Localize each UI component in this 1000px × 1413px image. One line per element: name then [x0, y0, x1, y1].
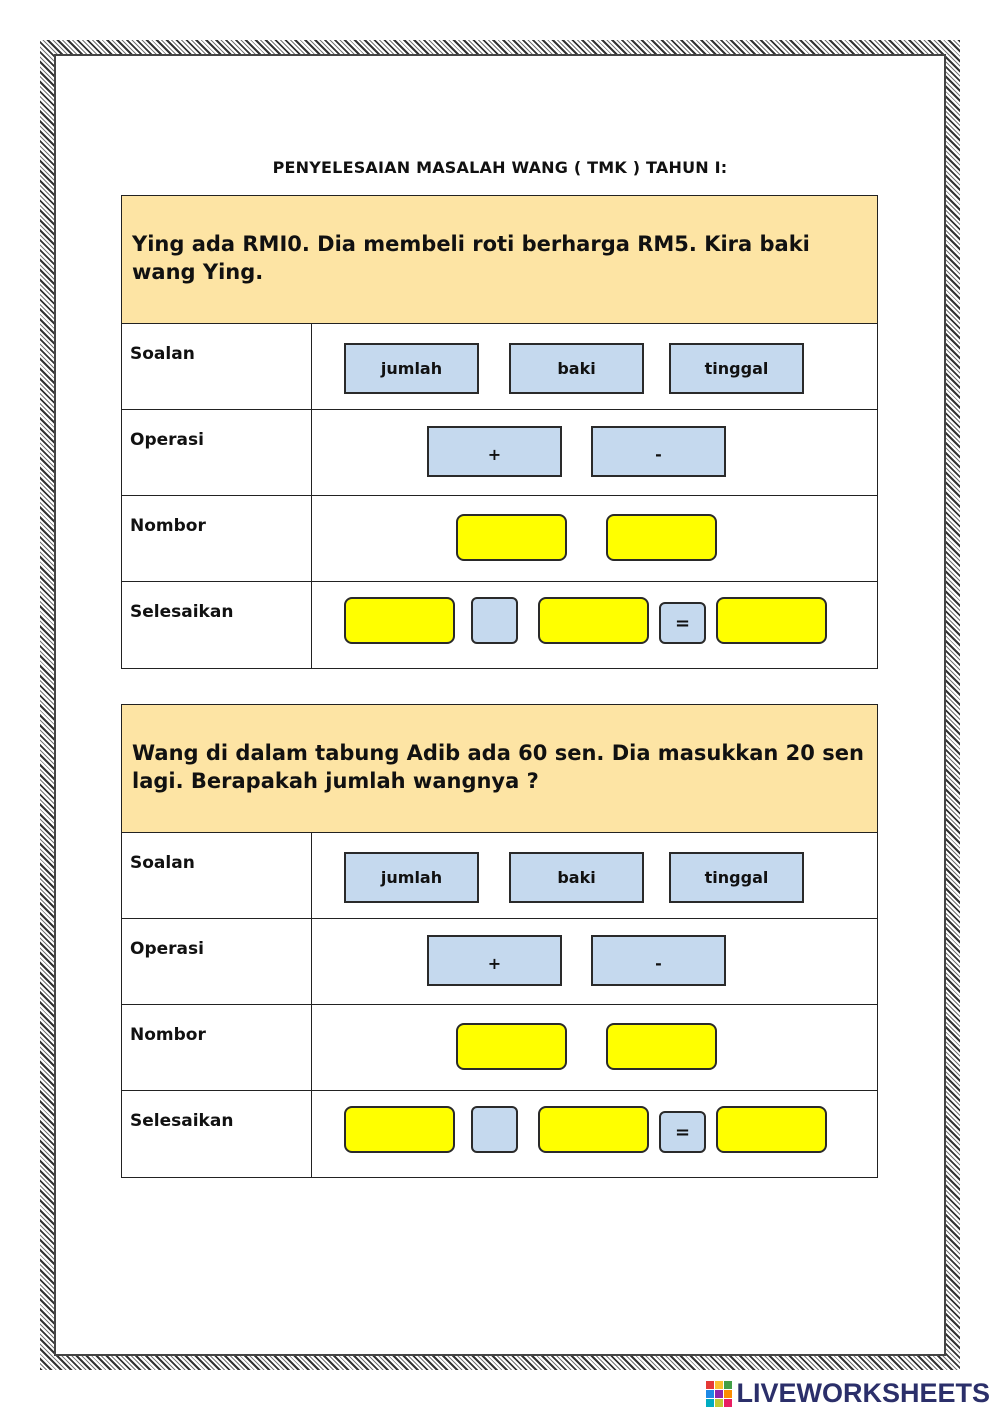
- operation-option-minus[interactable]: -: [591, 426, 726, 477]
- keyword-option-baki[interactable]: baki: [509, 852, 644, 903]
- number-input-2[interactable]: [606, 1023, 717, 1070]
- row-label: Nombor: [130, 1025, 206, 1045]
- keyword-option-jumlah[interactable]: jumlah: [344, 343, 479, 394]
- question-text: Ying ada RMI0. Dia membeli roti berharga RM5. Kira baki wang Ying.: [122, 196, 877, 324]
- equals-sign: =: [659, 1111, 706, 1153]
- keyword-option-baki[interactable]: baki: [509, 343, 644, 394]
- solve-input-answer[interactable]: [716, 1106, 827, 1153]
- liveworksheets-logo: [706, 1378, 990, 1409]
- keyword-option-tinggal[interactable]: tinggal: [669, 343, 804, 394]
- liveworksheets-logo-icon: [706, 1381, 732, 1407]
- operation-option-plus[interactable]: +: [427, 426, 562, 477]
- row-label: Soalan: [130, 853, 195, 873]
- solve-input-answer[interactable]: [716, 597, 827, 644]
- question-text: Wang di dalam tabung Adib ada 60 sen. Dia masukkan 20 sen lagi. Berapakah jumlah wangnya ?: [122, 705, 877, 833]
- row-label: Operasi: [130, 430, 204, 450]
- row-nombor: [122, 1005, 877, 1091]
- solve-input-first-number[interactable]: [344, 597, 455, 644]
- solve-input-operator[interactable]: [471, 1106, 518, 1153]
- question-card-1: [121, 195, 878, 669]
- row-nombor: [122, 496, 877, 582]
- keyword-option-jumlah[interactable]: jumlah: [344, 852, 479, 903]
- solve-input-second-number[interactable]: [538, 597, 649, 644]
- liveworksheets-wordmark: LIVEWORKSHEETS: [736, 1378, 990, 1408]
- keyword-option-tinggal[interactable]: tinggal: [669, 852, 804, 903]
- number-input-1[interactable]: [456, 1023, 567, 1070]
- row-label: Soalan: [130, 344, 195, 364]
- solve-input-operator[interactable]: [471, 597, 518, 644]
- row-label: Nombor: [130, 516, 206, 536]
- row-soalan: [122, 324, 877, 410]
- row-selesaikan: [122, 1091, 877, 1177]
- row-label: Selesaikan: [130, 1111, 234, 1131]
- row-operasi: [122, 410, 877, 496]
- page-title: PENYELESAIAN MASALAH WANG ( TMK ) TAHUN I:: [272, 158, 728, 177]
- number-input-1[interactable]: [456, 514, 567, 561]
- solve-input-second-number[interactable]: [538, 1106, 649, 1153]
- row-selesaikan: [122, 582, 877, 668]
- number-input-2[interactable]: [606, 514, 717, 561]
- operation-option-plus[interactable]: +: [427, 935, 562, 986]
- row-label: Operasi: [130, 939, 204, 959]
- operation-option-minus[interactable]: -: [591, 935, 726, 986]
- row-soalan: [122, 833, 877, 919]
- row-label: Selesaikan: [130, 602, 234, 622]
- solve-input-first-number[interactable]: [344, 1106, 455, 1153]
- equals-sign: =: [659, 602, 706, 644]
- row-operasi: [122, 919, 877, 1005]
- question-card-2: [121, 704, 878, 1178]
